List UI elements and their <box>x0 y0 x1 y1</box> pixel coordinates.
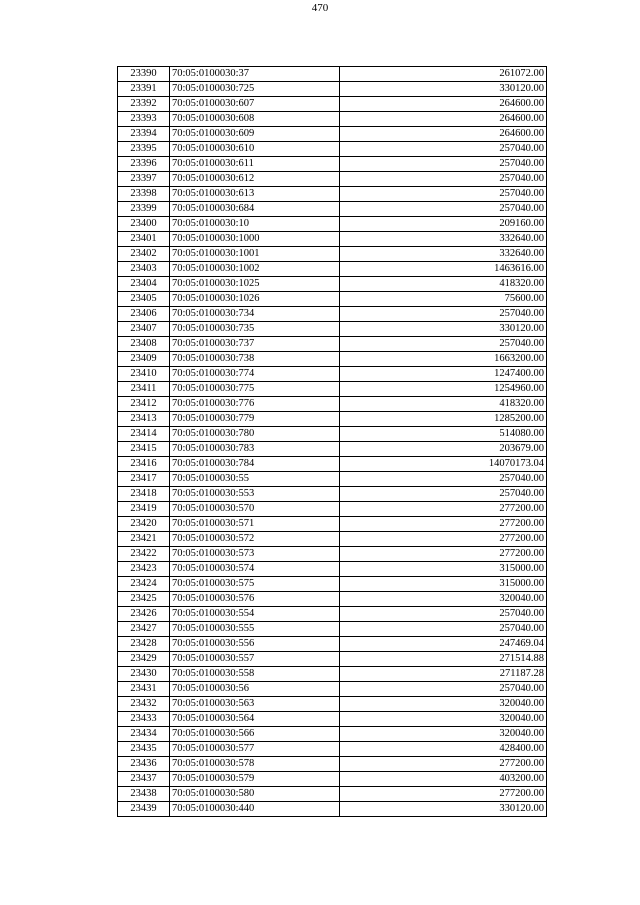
cadastral-number: 70:05:0100030:607 <box>170 97 340 112</box>
row-number: 23392 <box>118 97 170 112</box>
cadastral-number: 70:05:0100030:579 <box>170 772 340 787</box>
table-row <box>118 427 547 442</box>
table-row <box>118 487 547 502</box>
cadastral-value: 277200.00 <box>340 787 547 802</box>
cadastral-number: 70:05:0100030:573 <box>170 547 340 562</box>
row-number: 23394 <box>118 127 170 142</box>
table-row <box>118 187 547 202</box>
table-row <box>118 517 547 532</box>
cadastral-value: 1663200.00 <box>340 352 547 367</box>
table-row <box>118 397 547 412</box>
table-row <box>118 112 547 127</box>
cadastral-number: 70:05:0100030:1025 <box>170 277 340 292</box>
cadastral-value: 257040.00 <box>340 172 547 187</box>
table-body <box>118 67 547 817</box>
cadastral-value: 277200.00 <box>340 547 547 562</box>
table-row <box>118 652 547 667</box>
cadastral-value: 257040.00 <box>340 142 547 157</box>
cadastral-value: 247469.04 <box>340 637 547 652</box>
row-number: 23430 <box>118 667 170 682</box>
cadastral-value: 257040.00 <box>340 337 547 352</box>
cadastral-number: 70:05:0100030:780 <box>170 427 340 442</box>
cadastral-value: 271514.88 <box>340 652 547 667</box>
cadastral-value: 514080.00 <box>340 427 547 442</box>
cadastral-value: 209160.00 <box>340 217 547 232</box>
cadastral-number: 70:05:0100030:1026 <box>170 292 340 307</box>
cadastral-number: 70:05:0100030:774 <box>170 367 340 382</box>
table-row <box>118 697 547 712</box>
row-number: 23417 <box>118 472 170 487</box>
table-row <box>118 532 547 547</box>
cadastral-value: 330120.00 <box>340 322 547 337</box>
cadastral-value: 257040.00 <box>340 487 547 502</box>
row-number: 23421 <box>118 532 170 547</box>
row-number: 23434 <box>118 727 170 742</box>
cadastral-value: 1247400.00 <box>340 367 547 382</box>
table-row <box>118 352 547 367</box>
cadastral-value: 277200.00 <box>340 502 547 517</box>
cadastral-value: 418320.00 <box>340 277 547 292</box>
cadastral-value: 261072.00 <box>340 67 547 82</box>
table-row <box>118 307 547 322</box>
table-row <box>118 367 547 382</box>
row-number: 23400 <box>118 217 170 232</box>
table-row <box>118 547 547 562</box>
table-row <box>118 577 547 592</box>
row-number: 23438 <box>118 787 170 802</box>
table-row <box>118 202 547 217</box>
row-number: 23433 <box>118 712 170 727</box>
cadastral-number: 70:05:0100030:779 <box>170 412 340 427</box>
table-row <box>118 337 547 352</box>
page-number: 470 <box>311 2 329 14</box>
cadastral-value: 257040.00 <box>340 157 547 172</box>
cadastral-number: 70:05:0100030:735 <box>170 322 340 337</box>
cadastral-value: 264600.00 <box>340 97 547 112</box>
cadastral-value: 277200.00 <box>340 532 547 547</box>
cadastral-number: 70:05:0100030:784 <box>170 457 340 472</box>
cadastral-value: 320040.00 <box>340 712 547 727</box>
table-row <box>118 772 547 787</box>
cadastral-value: 257040.00 <box>340 607 547 622</box>
cadastral-number: 70:05:0100030:558 <box>170 667 340 682</box>
cadastral-number: 70:05:0100030:737 <box>170 337 340 352</box>
table-row <box>118 97 547 112</box>
cadastral-value: 315000.00 <box>340 562 547 577</box>
cadastral-value: 257040.00 <box>340 472 547 487</box>
table-row <box>118 322 547 337</box>
cadastral-number: 70:05:0100030:611 <box>170 157 340 172</box>
row-number: 23395 <box>118 142 170 157</box>
cadastral-number: 70:05:0100030:55 <box>170 472 340 487</box>
cadastral-number: 70:05:0100030:440 <box>170 802 340 817</box>
cadastral-number: 70:05:0100030:578 <box>170 757 340 772</box>
table-row <box>118 262 547 277</box>
cadastral-number: 70:05:0100030:1001 <box>170 247 340 262</box>
row-number: 23401 <box>118 232 170 247</box>
cadastral-value: 257040.00 <box>340 622 547 637</box>
row-number: 23402 <box>118 247 170 262</box>
table-row <box>118 157 547 172</box>
cadastral-value: 277200.00 <box>340 757 547 772</box>
row-number: 23435 <box>118 742 170 757</box>
cadastral-number: 70:05:0100030:554 <box>170 607 340 622</box>
table-row <box>118 277 547 292</box>
row-number: 23404 <box>118 277 170 292</box>
row-number: 23439 <box>118 802 170 817</box>
cadastral-number: 70:05:0100030:574 <box>170 562 340 577</box>
cadastral-number: 70:05:0100030:570 <box>170 502 340 517</box>
cadastral-number: 70:05:0100030:56 <box>170 682 340 697</box>
cadastral-number: 70:05:0100030:577 <box>170 742 340 757</box>
cadastral-number: 70:05:0100030:564 <box>170 712 340 727</box>
table-row <box>118 382 547 397</box>
cadastral-number: 70:05:0100030:684 <box>170 202 340 217</box>
row-number: 23399 <box>118 202 170 217</box>
cadastral-value: 277200.00 <box>340 517 547 532</box>
table-row <box>118 127 547 142</box>
table-row <box>118 217 547 232</box>
table-row <box>118 292 547 307</box>
row-number: 23429 <box>118 652 170 667</box>
row-number: 23410 <box>118 367 170 382</box>
cadastral-value: 403200.00 <box>340 772 547 787</box>
row-number: 23423 <box>118 562 170 577</box>
cadastral-number: 70:05:0100030:572 <box>170 532 340 547</box>
cadastral-value: 320040.00 <box>340 592 547 607</box>
row-number: 23393 <box>118 112 170 127</box>
table-row <box>118 67 547 82</box>
cadastral-value: 257040.00 <box>340 187 547 202</box>
table-row <box>118 682 547 697</box>
row-number: 23407 <box>118 322 170 337</box>
row-number: 23424 <box>118 577 170 592</box>
row-number: 23437 <box>118 772 170 787</box>
cadastral-value: 257040.00 <box>340 202 547 217</box>
row-number: 23432 <box>118 697 170 712</box>
table-row <box>118 592 547 607</box>
table-row <box>118 502 547 517</box>
cadastral-number: 70:05:0100030:613 <box>170 187 340 202</box>
table-row <box>118 142 547 157</box>
cadastral-number: 70:05:0100030:1000 <box>170 232 340 247</box>
row-number: 23397 <box>118 172 170 187</box>
cadastral-value: 1463616.00 <box>340 262 547 277</box>
cadastral-number: 70:05:0100030:775 <box>170 382 340 397</box>
row-number: 23427 <box>118 622 170 637</box>
cadastral-number: 70:05:0100030:783 <box>170 442 340 457</box>
cadastral-value: 330120.00 <box>340 802 547 817</box>
row-number: 23419 <box>118 502 170 517</box>
row-number: 23409 <box>118 352 170 367</box>
cadastral-number: 70:05:0100030:557 <box>170 652 340 667</box>
row-number: 23436 <box>118 757 170 772</box>
cadastral-number: 70:05:0100030:734 <box>170 307 340 322</box>
cadastral-number: 70:05:0100030:566 <box>170 727 340 742</box>
cadastral-value: 257040.00 <box>340 682 547 697</box>
cadastral-value: 1285200.00 <box>340 412 547 427</box>
cadastral-number: 70:05:0100030:576 <box>170 592 340 607</box>
row-number: 23428 <box>118 637 170 652</box>
table-row <box>118 82 547 97</box>
table-row <box>118 247 547 262</box>
table-row <box>118 412 547 427</box>
cadastral-number: 70:05:0100030:608 <box>170 112 340 127</box>
table-row <box>118 442 547 457</box>
cadastral-number: 70:05:0100030:553 <box>170 487 340 502</box>
row-number: 23418 <box>118 487 170 502</box>
cadastral-value: 271187.28 <box>340 667 547 682</box>
cadastral-value-table <box>117 66 547 817</box>
cadastral-value: 428400.00 <box>340 742 547 757</box>
cadastral-value: 1254960.00 <box>340 382 547 397</box>
cadastral-number: 70:05:0100030:556 <box>170 637 340 652</box>
cadastral-value: 315000.00 <box>340 577 547 592</box>
table-row <box>118 742 547 757</box>
cadastral-number: 70:05:0100030:37 <box>170 67 340 82</box>
table-row <box>118 457 547 472</box>
cadastral-number: 70:05:0100030:776 <box>170 397 340 412</box>
cadastral-number: 70:05:0100030:1002 <box>170 262 340 277</box>
cadastral-value: 14070173.04 <box>340 457 547 472</box>
row-number: 23403 <box>118 262 170 277</box>
table-row <box>118 232 547 247</box>
row-number: 23415 <box>118 442 170 457</box>
cadastral-value: 203679.00 <box>340 442 547 457</box>
row-number: 23390 <box>118 67 170 82</box>
row-number: 23431 <box>118 682 170 697</box>
table-row <box>118 562 547 577</box>
table-row <box>118 637 547 652</box>
table-row <box>118 802 547 817</box>
row-number: 23413 <box>118 412 170 427</box>
table-row <box>118 472 547 487</box>
cadastral-value: 320040.00 <box>340 727 547 742</box>
cadastral-number: 70:05:0100030:575 <box>170 577 340 592</box>
table-row <box>118 667 547 682</box>
cadastral-number: 70:05:0100030:555 <box>170 622 340 637</box>
cadastral-value: 320040.00 <box>340 697 547 712</box>
row-number: 23426 <box>118 607 170 622</box>
row-number: 23408 <box>118 337 170 352</box>
cadastral-number: 70:05:0100030:580 <box>170 787 340 802</box>
table-row <box>118 622 547 637</box>
cadastral-number: 70:05:0100030:571 <box>170 517 340 532</box>
table-row <box>118 787 547 802</box>
table-row <box>118 172 547 187</box>
cadastral-number: 70:05:0100030:725 <box>170 82 340 97</box>
cadastral-value: 418320.00 <box>340 397 547 412</box>
cadastral-number: 70:05:0100030:738 <box>170 352 340 367</box>
cadastral-number: 70:05:0100030:610 <box>170 142 340 157</box>
row-number: 23398 <box>118 187 170 202</box>
row-number: 23391 <box>118 82 170 97</box>
row-number: 23406 <box>118 307 170 322</box>
cadastral-number: 70:05:0100030:563 <box>170 697 340 712</box>
table-row <box>118 607 547 622</box>
cadastral-value: 330120.00 <box>340 82 547 97</box>
cadastral-number: 70:05:0100030:10 <box>170 217 340 232</box>
cadastral-value: 75600.00 <box>340 292 547 307</box>
table-row <box>118 712 547 727</box>
cadastral-value: 264600.00 <box>340 112 547 127</box>
row-number: 23411 <box>118 382 170 397</box>
row-number: 23405 <box>118 292 170 307</box>
row-number: 23420 <box>118 517 170 532</box>
row-number: 23425 <box>118 592 170 607</box>
table-row <box>118 757 547 772</box>
cadastral-value: 257040.00 <box>340 307 547 322</box>
cadastral-value: 264600.00 <box>340 127 547 142</box>
row-number: 23416 <box>118 457 170 472</box>
cadastral-number: 70:05:0100030:609 <box>170 127 340 142</box>
row-number: 23414 <box>118 427 170 442</box>
row-number: 23396 <box>118 157 170 172</box>
cadastral-number: 70:05:0100030:612 <box>170 172 340 187</box>
table-row <box>118 727 547 742</box>
row-number: 23422 <box>118 547 170 562</box>
row-number: 23412 <box>118 397 170 412</box>
cadastral-value: 332640.00 <box>340 247 547 262</box>
cadastral-value: 332640.00 <box>340 232 547 247</box>
